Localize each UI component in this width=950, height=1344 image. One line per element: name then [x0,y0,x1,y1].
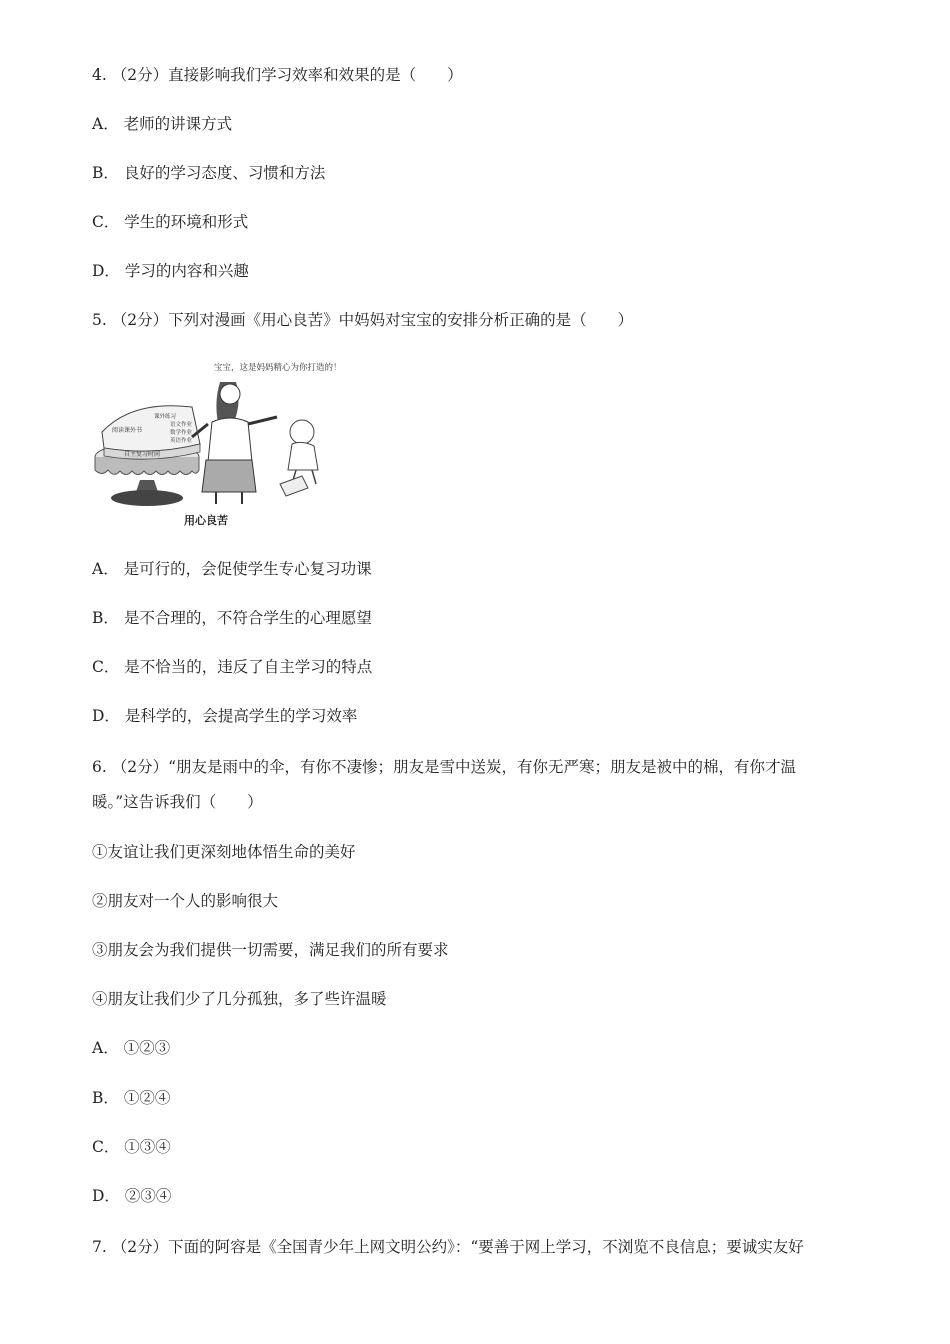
cartoon-cake-label: 课外练习 [154,414,177,420]
q5-stem: 5. （2分）下列对漫画《用心良苦》中妈妈对宝宝的安排分析正确的是（ ） [92,311,634,329]
q6-statement-4: ④朋友让我们少了几分孤独，多了些许温暖 [92,990,387,1008]
q5-option-b: B． 是不合理的，不符合学生的心理愿望 [92,609,372,627]
q5-option-c: C． 是不恰当的，违反了自主学习的特点 [92,658,373,676]
q6-option-d: D． ②③④ [92,1187,172,1205]
q4-option-d: D． 学习的内容和兴趣 [92,262,249,280]
q4-option-b: B． 良好的学习态度、习惯和方法 [92,164,326,182]
cartoon-cake-label: 自主复习时间 [124,451,161,458]
q5-option-d: D． 是科学的，会提高学生的学习效率 [92,707,358,725]
cartoon-image [92,352,342,532]
q4-option-a: A． 老师的讲课方式 [92,115,233,133]
cartoon-speech: 宝宝，这是妈妈精心为你打造的！ [214,363,342,373]
cartoon-cake-label: 阅读课外书 [112,427,143,434]
q4-option-c: C． 学生的环境和形式 [92,213,249,231]
cartoon-cake-label: 英语作业 [170,438,193,444]
q6-stem-line1: 6. （2分）“朋友是雨中的伞，有你不凄惨；朋友是雪中送炭，有你无严寒；朋友是被中的棉，有你才温 [92,758,797,776]
q7-stem: 7. （2分）下面的阿容是《全国青少年上网文明公约》：“要善于网上学习，不浏览不良信息；要诚实友好 [92,1238,804,1256]
q4-stem: 4. （2分）直接影响我们学习效率和效果的是（ ） [92,66,463,84]
cartoon-cake-label: 语文作业 [170,422,193,428]
q6-stem-line2: 暖。”这告诉我们（ ） [92,793,263,811]
cartoon-caption: 用心良苦 [184,514,228,527]
cartoon-cake-label: 数学作业 [170,430,193,436]
q6-statement-1: ①友谊让我们更深刻地体悟生命的美好 [92,843,356,861]
q6-option-c: C． ①③④ [92,1138,171,1156]
q5-option-a: A． 是可行的，会促使学生专心复习功课 [92,560,372,578]
q6-statement-3: ③朋友会为我们提供一切需要，满足我们的所有要求 [92,941,449,959]
q6-option-b: B． ①②④ [92,1089,171,1107]
q6-statement-2: ②朋友对一个人的影响很大 [92,892,279,910]
q6-option-a: A． ①②③ [92,1039,171,1057]
